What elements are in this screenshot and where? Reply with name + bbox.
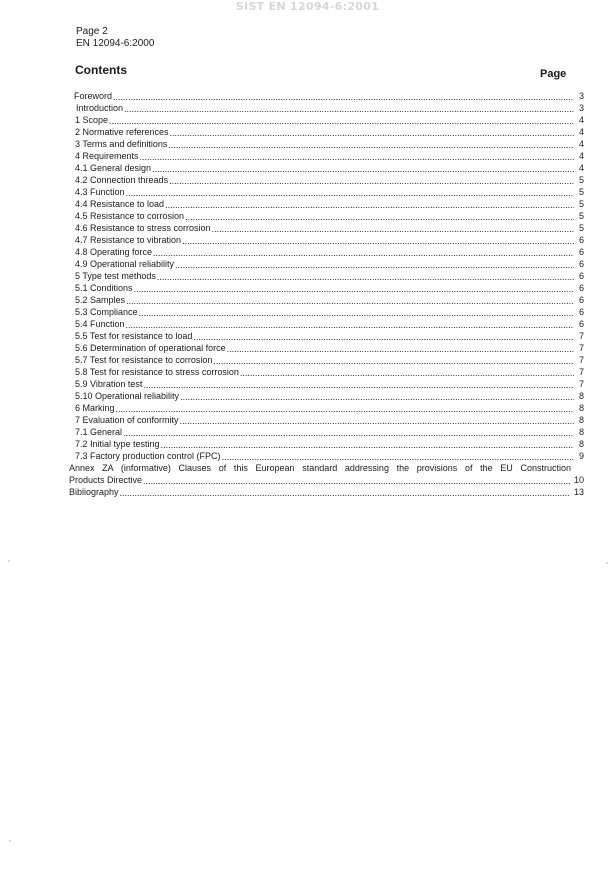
dot-leader bbox=[169, 175, 574, 185]
toc-entry bbox=[74, 138, 584, 150]
toc-entry-title: 4.6 Resistance to stress corrosion bbox=[75, 223, 211, 233]
toc-entry-title: 5.8 Test for resistance to stress corrosion bbox=[75, 367, 239, 377]
toc-entry-page: 7 bbox=[578, 379, 584, 389]
dot-leader bbox=[212, 223, 574, 233]
dot-leader bbox=[123, 427, 574, 437]
annex-title-line-2 bbox=[69, 474, 584, 486]
toc-entry-title: 4.7 Resistance to vibration bbox=[75, 235, 182, 245]
toc-entry bbox=[74, 210, 584, 222]
scan-speck bbox=[8, 560, 10, 562]
toc-entry-page: 6 bbox=[578, 271, 584, 281]
toc-entry-page: 4 bbox=[578, 163, 584, 173]
toc-entry-page: 8 bbox=[578, 439, 584, 449]
toc-entry bbox=[74, 342, 584, 354]
dot-leader bbox=[120, 487, 569, 497]
dot-leader bbox=[140, 151, 574, 161]
dot-leader bbox=[116, 403, 574, 413]
toc-entry bbox=[74, 246, 584, 258]
toc-entry bbox=[74, 438, 584, 450]
dot-leader bbox=[139, 307, 574, 317]
dot-leader bbox=[153, 247, 574, 257]
dot-leader bbox=[182, 235, 574, 245]
toc-entry bbox=[74, 318, 584, 330]
toc-entry bbox=[74, 90, 584, 102]
toc-entry-title: 5.7 Test for resistance to corrosion bbox=[75, 355, 213, 365]
dot-leader bbox=[165, 199, 574, 209]
dot-leader bbox=[213, 355, 574, 365]
toc-entry-page: 4 bbox=[578, 115, 584, 125]
dot-leader bbox=[185, 211, 574, 221]
toc-entry-page: 5 bbox=[578, 199, 584, 209]
annex-page: 10 bbox=[573, 475, 584, 485]
toc-entry bbox=[74, 114, 584, 126]
toc-entry bbox=[74, 234, 584, 246]
toc-entry-title: 4.3 Function bbox=[75, 187, 125, 197]
dot-leader bbox=[126, 187, 574, 197]
contents-heading: Contents bbox=[75, 63, 127, 77]
bibliography-page: 13 bbox=[573, 487, 584, 497]
toc-entry-title: 5.2 Samples bbox=[75, 295, 126, 305]
toc-entry-page: 3 bbox=[578, 103, 584, 113]
scan-speck bbox=[606, 562, 608, 564]
page-number-label: Page 2 bbox=[76, 26, 108, 37]
toc-entry-page: 4 bbox=[578, 127, 584, 137]
toc-entry-page: 5 bbox=[578, 223, 584, 233]
toc-entry bbox=[74, 126, 584, 138]
annex-title-continuation: Products Directive bbox=[69, 475, 143, 485]
watermark: SIST EN 12094-6:2001 bbox=[235, 0, 380, 13]
toc-entry-title: 5.4 Function bbox=[75, 319, 125, 329]
standard-identifier: EN 12094-6:2000 bbox=[76, 38, 155, 49]
toc-entry-page: 7 bbox=[578, 343, 584, 353]
toc-entry-page: 8 bbox=[578, 403, 584, 413]
page-column-heading: Page bbox=[540, 68, 567, 80]
toc-entry-title: 5.3 Compliance bbox=[75, 307, 138, 317]
toc-entry-title: Foreword bbox=[74, 91, 113, 101]
dot-leader bbox=[180, 415, 574, 425]
toc-entry-page: 5 bbox=[578, 211, 584, 221]
toc-entry-title: 5.6 Determination of operational force bbox=[75, 343, 226, 353]
toc-entry bbox=[74, 378, 584, 390]
dot-leader bbox=[227, 343, 574, 353]
toc-entry-page: 8 bbox=[578, 415, 584, 425]
dot-leader bbox=[175, 259, 574, 269]
toc-entry-page: 7 bbox=[578, 355, 584, 365]
annex-title-line-1: Annex ZA (informative) Clauses of this European standard addressing the provisions of the EU Construction bbox=[69, 463, 571, 473]
dot-leader bbox=[161, 439, 574, 449]
toc-entry bbox=[74, 450, 584, 462]
toc-entry-page: 3 bbox=[578, 91, 584, 101]
toc-entry-title: 7.3 Factory production control (FPC) bbox=[75, 451, 221, 461]
toc-entry bbox=[74, 102, 584, 114]
toc-entry-title: 5.10 Operational reliability bbox=[75, 391, 180, 401]
toc-entry-title: 5 Type test methods bbox=[75, 271, 156, 281]
toc-entry-title: 6 Marking bbox=[75, 403, 115, 413]
toc-entry-page: 6 bbox=[578, 319, 584, 329]
toc-entry-title: 2 Normative references bbox=[75, 127, 169, 137]
dot-leader bbox=[193, 331, 574, 341]
toc-entry-title: Introduction bbox=[76, 103, 124, 113]
bibliography-title: Bibliography bbox=[69, 487, 119, 497]
toc-entry-title: 5.5 Test for resistance to load bbox=[75, 331, 193, 341]
toc-entry-page: 8 bbox=[578, 391, 584, 401]
dot-leader bbox=[222, 451, 574, 461]
toc-entry-page: 8 bbox=[578, 427, 584, 437]
toc-entry bbox=[74, 294, 584, 306]
toc-entry bbox=[74, 198, 584, 210]
toc-entry bbox=[74, 150, 584, 162]
scan-speck bbox=[9, 840, 11, 842]
toc-entry bbox=[74, 390, 584, 402]
toc-entry-page: 6 bbox=[578, 259, 584, 269]
toc-entry-title: 4 Requirements bbox=[75, 151, 139, 161]
dot-leader bbox=[126, 295, 574, 305]
toc-entry-page: 6 bbox=[578, 307, 584, 317]
toc-entry-title: 7.1 General bbox=[75, 427, 123, 437]
dot-leader bbox=[113, 91, 574, 101]
toc-entry-page: 7 bbox=[578, 367, 584, 377]
toc-entry-title: 7.2 Initial type testing bbox=[75, 439, 160, 449]
dot-leader bbox=[168, 139, 574, 149]
dot-leader bbox=[126, 319, 574, 329]
toc-entry-title: 4.2 Connection threads bbox=[75, 175, 169, 185]
toc-entry-page: 6 bbox=[578, 295, 584, 305]
toc-entry-page: 7 bbox=[578, 331, 584, 341]
toc-entry-title: 5.1 Conditions bbox=[75, 283, 133, 293]
dot-leader bbox=[134, 283, 574, 293]
dot-leader bbox=[152, 163, 574, 173]
toc-entry-title: 3 Terms and definitions bbox=[75, 139, 168, 149]
toc-entry-title: 1 Scope bbox=[75, 115, 109, 125]
toc-entry-page: 5 bbox=[578, 187, 584, 197]
toc-entry bbox=[74, 270, 584, 282]
toc-entry bbox=[74, 258, 584, 270]
toc-entry-page: 6 bbox=[578, 235, 584, 245]
toc-entry-title: 5.9 Vibration test bbox=[75, 379, 143, 389]
toc-entry bbox=[74, 402, 584, 414]
toc-entry bbox=[74, 354, 584, 366]
dot-leader bbox=[109, 115, 574, 125]
toc-entry bbox=[74, 330, 584, 342]
toc-entry-annex bbox=[69, 463, 584, 486]
toc-entry bbox=[74, 162, 584, 174]
table-of-contents bbox=[69, 90, 584, 498]
toc-entry bbox=[74, 174, 584, 186]
dot-leader bbox=[240, 367, 574, 377]
dot-leader bbox=[143, 475, 571, 485]
toc-entry bbox=[74, 186, 584, 198]
toc-entry-title: 4.4 Resistance to load bbox=[75, 199, 165, 209]
toc-entry-title: 4.9 Operational reliability bbox=[75, 259, 175, 269]
dot-leader bbox=[180, 391, 574, 401]
toc-entry-title: 7 Evaluation of conformity bbox=[75, 415, 179, 425]
toc-entry-page: 4 bbox=[578, 139, 584, 149]
toc-entry-page: 4 bbox=[578, 151, 584, 161]
toc-entry bbox=[74, 414, 584, 426]
dot-leader bbox=[124, 103, 574, 113]
toc-entry-title: 4.8 Operating force bbox=[75, 247, 153, 257]
toc-entry-title: 4.1 General design bbox=[75, 163, 152, 173]
toc-entry-title: 4.5 Resistance to corrosion bbox=[75, 211, 185, 221]
toc-entry-page: 6 bbox=[578, 247, 584, 257]
dot-leader bbox=[157, 271, 574, 281]
dot-leader bbox=[170, 127, 574, 137]
toc-entry bbox=[74, 222, 584, 234]
toc-entry-page: 6 bbox=[578, 283, 584, 293]
toc-entry bbox=[74, 306, 584, 318]
toc-entry bbox=[74, 426, 584, 438]
toc-entry-bibliography bbox=[69, 486, 584, 498]
toc-entry-page: 5 bbox=[578, 175, 584, 185]
toc-entry bbox=[74, 366, 584, 378]
toc-entry bbox=[74, 282, 584, 294]
dot-leader bbox=[143, 379, 574, 389]
toc-entry-page: 9 bbox=[578, 451, 584, 461]
